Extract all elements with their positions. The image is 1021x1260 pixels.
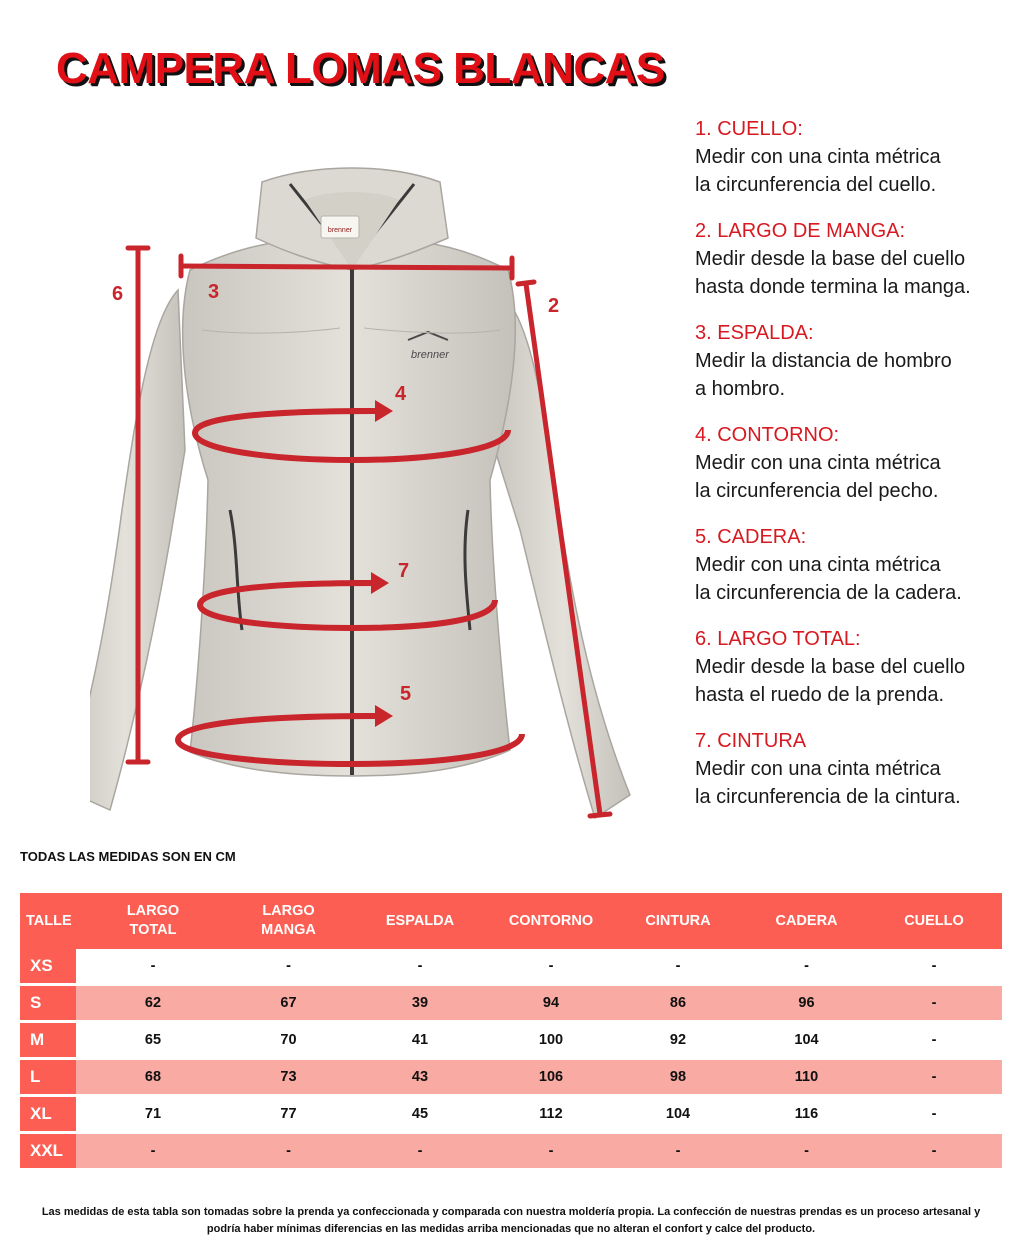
label-4: 4 [395,383,407,405]
table-cell: - [866,985,1002,1022]
instruction-text: la circunferencia de la cintura. [695,786,961,808]
table-cell: 43 [347,1059,493,1096]
table-cell: 96 [747,985,866,1022]
size-cell: XXL [20,1133,76,1169]
label-2: 2 [548,295,560,317]
measurement-instructions [695,116,1015,830]
table-cell: 71 [76,1096,230,1133]
table-cell: 41 [347,1022,493,1059]
table-cell: - [493,1133,609,1169]
instruction-sleeve-length [695,218,1015,301]
instruction-text: Medir la distancia de hombro [695,350,952,372]
table-cell: - [866,949,1002,985]
column-header: TALLE [20,893,76,949]
table-cell: - [76,1133,230,1169]
size-cell: S [20,985,76,1022]
instruction-text: a hombro. [695,378,786,400]
size-table [20,893,1002,1168]
instruction-text: la circunferencia de la cadera. [695,582,962,604]
table-cell: 65 [76,1022,230,1059]
footnote-disclaimer: Las medidas de esta tabla son tomadas sobre la prenda ya confeccionada y comparada con nuestra moldería propia. La confección de nuestras prendas es un proceso artesanal y podría haber mínimas diferencias en las medidas arriba mencionadas que no alteran el confort y calce del producto. [41,1206,981,1235]
instruction-title: 2. LARGO DE MANGA: [695,220,906,242]
jacket-illustration [90,150,650,840]
table-cell: 67 [230,985,347,1022]
instruction-text: Medir con una cinta métrica [695,146,941,168]
table-row [20,1059,1002,1096]
table-cell: 104 [609,1096,747,1133]
instruction-title: 7. CINTURA [695,730,807,752]
table-cell: 70 [230,1022,347,1059]
instruction-title: 6. LARGO TOTAL: [695,628,861,650]
table-cell: 45 [347,1096,493,1133]
instruction-chest [695,422,1015,505]
instruction-back [695,320,1015,403]
table-cell: 92 [609,1022,747,1059]
table-row [20,985,1002,1022]
table-cell: - [747,949,866,985]
instruction-neck [695,116,1015,199]
instruction-title: 5. CADERA: [695,526,807,548]
table-cell: - [747,1133,866,1169]
page-title: CAMPERA LOMAS BLANCAS [56,44,665,93]
instruction-text: Medir con una cinta métrica [695,554,941,576]
instruction-text: Medir desde la base del cuello [695,656,966,678]
column-header: LARGO MANGA [230,893,347,949]
instruction-title: 1. CUELLO: [695,118,803,140]
table-cell: 68 [76,1059,230,1096]
instruction-hip [695,524,1015,607]
table-cell: 100 [493,1022,609,1059]
table-cell: - [866,1133,1002,1169]
table-header-row [20,893,1002,949]
instruction-text: Medir con una cinta métrica [695,758,941,780]
table-cell: - [493,949,609,985]
table-cell: - [347,949,493,985]
instruction-waist [695,728,1015,811]
table-row [20,1096,1002,1133]
table-cell: - [347,1133,493,1169]
table-cell: - [609,1133,747,1169]
table-cell: - [230,949,347,985]
jacket-body [183,240,516,776]
table-cell: 86 [609,985,747,1022]
table-cell: 112 [493,1096,609,1133]
table-cell: 116 [747,1096,866,1133]
label-3: 3 [208,281,220,303]
column-header: ESPALDA [347,893,493,949]
column-header: CADERA [747,893,866,949]
label-6: 6 [112,283,124,305]
table-row [20,1133,1002,1169]
table-cell: - [866,1022,1002,1059]
table-cell: 73 [230,1059,347,1096]
instruction-text: la circunferencia del pecho. [695,480,939,502]
table-cell: - [866,1059,1002,1096]
table-cell: - [76,949,230,985]
table-cell: 39 [347,985,493,1022]
table-cell: 62 [76,985,230,1022]
table-cell: 94 [493,985,609,1022]
table-row [20,949,1002,985]
table-cell: 77 [230,1096,347,1133]
instruction-text: Medir desde la base del cuello [695,248,966,270]
size-cell: XL [20,1096,76,1133]
size-cell: L [20,1059,76,1096]
units-note: TODAS LAS MEDIDAS SON EN CM [20,849,236,864]
label-7: 7 [398,560,410,582]
table-cell: - [230,1133,347,1169]
instruction-title: 3. ESPALDA: [695,322,814,344]
instruction-text: hasta el ruedo de la prenda. [695,684,945,706]
instruction-total-length [695,626,1015,709]
table-cell: - [609,949,747,985]
table-row [20,1022,1002,1059]
instruction-text: Medir con una cinta métrica [695,452,941,474]
column-header: CUELLO [866,893,1002,949]
neck-tag-text: brenner [327,227,353,234]
label-5: 5 [400,683,412,705]
table-cell: - [866,1096,1002,1133]
column-header: LARGO TOTAL [76,893,230,949]
table-cell: 110 [747,1059,866,1096]
column-header: CONTORNO [493,893,609,949]
instruction-text: hasta donde termina la manga. [695,276,971,298]
instruction-title: 4. CONTORNO: [695,424,840,446]
table-cell: 104 [747,1022,866,1059]
brand-logo: brenner [411,349,449,361]
column-header: CINTURA [609,893,747,949]
table-cell: 106 [493,1059,609,1096]
table-cell: 98 [609,1059,747,1096]
instruction-text: la circunferencia del cuello. [695,174,937,196]
size-cell: XS [20,949,76,985]
size-cell: M [20,1022,76,1059]
